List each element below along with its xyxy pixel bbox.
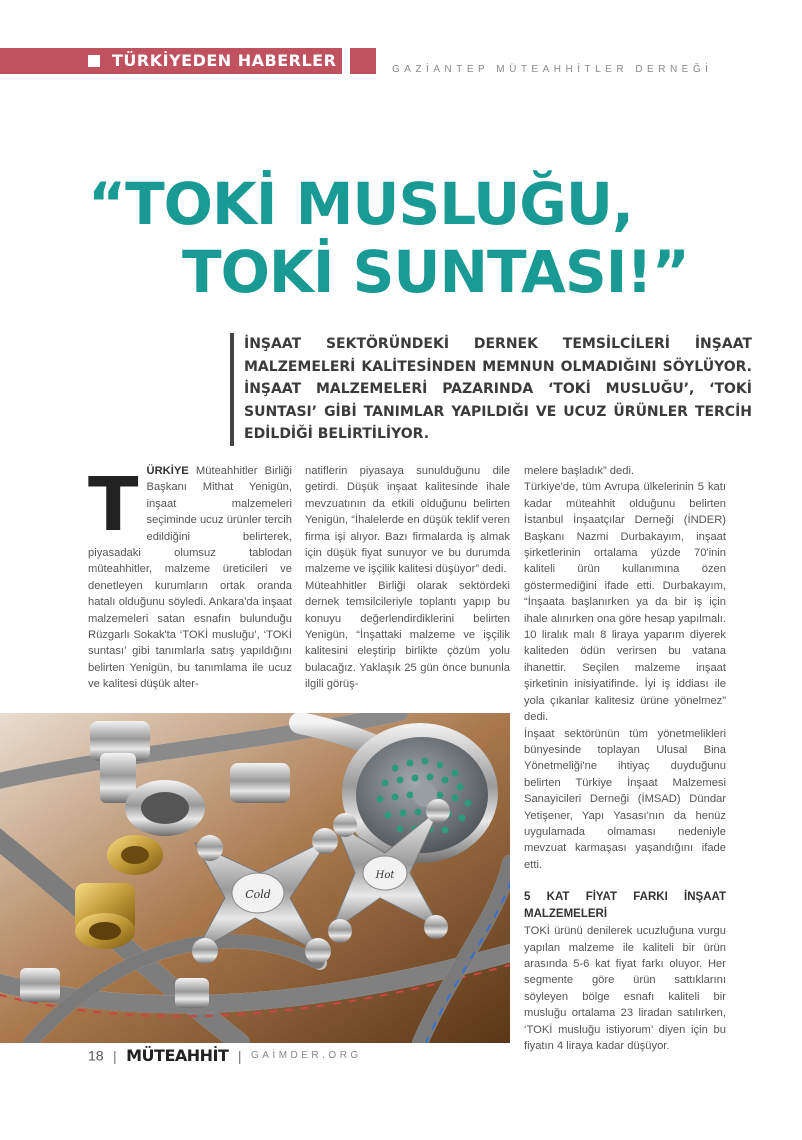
drop-cap: T xyxy=(88,462,139,548)
column-3-paragraph-2: Türkiye'de, tüm Avrupa ülkelerinin 5 katı kadar müteahhit olduğunu belirten İstanbul İnşaatçılar Derneği (İNDER) Başkanı Nazmi Durbakayım, inşaat şirketlerinin ortalama yüzde 70'inin kaliteli ürün kullanımına özen göstermediğini ifade etti. Durbakayım, “İnşaata başlanırken ya da bir iş için ihale alınırken ona göre hesap yapılmalı. 10 liralık malı 8 liraya yaparım diyerek kaliteden ödün verirsen bu vatana ihanettir. Seçilen malzeme inşaat şirketinin inisiyatifinde. İyi iş iddiası ile yola çıkanlar kalitesiz ürüne yönelmez” dedi. xyxy=(524,481,726,724)
banner-square-icon xyxy=(88,55,100,67)
footer-separator-2: | xyxy=(237,1047,242,1064)
lead-word: ÜRKİYE xyxy=(146,465,189,477)
column-3-paragraph-3: İnşaat sektörünün tüm yönetmelikleri bünyesinde toplayan Ulusal Bina Yönetmeliği'ne ihtiyaç duyduğunu belirten Türkiye İnşaat Malzemesi Sanayicileri Derneği (İMSAD) Dündar Yetişener, Yapı Yasası'nın da henüz uygulamada olmaması nedeniyle mevzuat karmaşası yaşandığını ifade etti. xyxy=(524,727,726,871)
association-name: GAZİANTEP MÜTEAHHİTLER DERNEĞİ xyxy=(392,64,713,75)
photo-illustration xyxy=(0,713,510,1043)
article-column-1 xyxy=(88,463,292,693)
column-3-paragraph-4: TOKİ ürünü denilerek ucuzluğuna vurgu yapılan malzeme ile kaliteli bir ürün arasında 5-6 kat fiyat farkı oluyor. Her segmente göre ürün sattıklarını söyleyen bölge esnafı kaliteli bir musluğu ortalama 23 liradan satılırken, ‘TOKİ musluğu istiyorum’ diyen için bu fiyatın 4 liraya kadar düşüyor. xyxy=(524,925,726,1052)
faucet-label-hot: Hot xyxy=(375,870,395,881)
banner-accent-square xyxy=(350,48,376,74)
article-column-3 xyxy=(524,463,726,1054)
page-footer xyxy=(88,1046,362,1066)
column-2-paragraph-1: natiflerin piyasaya sunulduğunu dile getirdi. Düşük inşaat kalitesinde ihale mevzuatının da etkili olduğunu belirten Yenigün, “İhalelerde en düşük teklif veren firma işi alıyor. Bazı firmalarda iş almak için düşük fiyat sunuyor ve bu durumda malzeme ve işçilik kalitesi düşüyor” dedi. xyxy=(305,465,510,576)
headline-line-1: “TOKİ MUSLUĞU, xyxy=(88,170,634,238)
section-label: TÜRKİYEDEN HABERLER xyxy=(112,51,337,70)
article-subheading: 5 KAT FİYAT FARKI İNŞAAT MALZEMELERİ xyxy=(524,891,726,921)
footer-separator-1: | xyxy=(113,1047,117,1064)
column-1-text: Müteahhitler Birliği Başkanı Mithat Yenigün, inşaat malzemeleri seçiminde ucuz ürünler tercih edildiğini belirterek, piyasadaki olumsuz tablodan müteahhitler, malzeme üreticileri ve denetleyen kurumların ortak oranda hatalı olduğunu söyledi. Ankara'da inşaat malzemeleri satan esnafın bulunduğu Rüzgarlı Sokak'ta ‘TOKİ musluğu’, ‘TOKİ suntası’ gibi tanımlarla satış yapıldığını belirten Yenigün, bu tanımlama ile ucuz ve kalitesi düşük alter- xyxy=(88,465,292,691)
column-2-paragraph-2: Müteahhitler Birliği olarak sektördeki dernek temsilcileriyle toplantı yapıp bu konuyu değerlendirdiklerini belirten Yenigün, “İnşattaki malzeme ve işçilik kalitesini eleştirip birlikte çözüm yolu bulacağız. Yaklaşık 25 gün önce bununla ilgili görüş- xyxy=(305,579,510,691)
page-number: 18 xyxy=(88,1047,104,1064)
plumbing-fixtures-photo xyxy=(0,713,510,1043)
article-headline xyxy=(88,170,689,306)
website-link[interactable]: GAİMDER.ORG xyxy=(250,1050,362,1061)
article-lede: İNŞAAT SEKTÖRÜNDEKİ DERNEK TEMSİLCİLERİ İNŞAAT MALZEMELERİ KALİTESİNDEN MEMNUN OLMADIĞINI SÖYLÜYOR. İNŞAAT MALZEMELERİ PAZARINDA ‘TOKİ MUSLUĞU’, ‘TOKİ SUNTASI’ GİBİ TANIMLAR YAPILDIĞI VE UCUZ ÜRÜNLER TERCİH EDİLDİĞİ BELİRTİLİYOR. xyxy=(230,333,752,446)
article-column-2 xyxy=(305,463,510,693)
headline-line-2: TOKİ SUNTASI!” xyxy=(182,238,689,306)
magazine-brand: MÜTEAHHİT xyxy=(126,1046,229,1065)
column-3-paragraph-1: melere başladık” dedi. xyxy=(524,465,635,477)
section-banner xyxy=(0,48,342,74)
faucet-label-cold: Cold xyxy=(245,888,271,901)
